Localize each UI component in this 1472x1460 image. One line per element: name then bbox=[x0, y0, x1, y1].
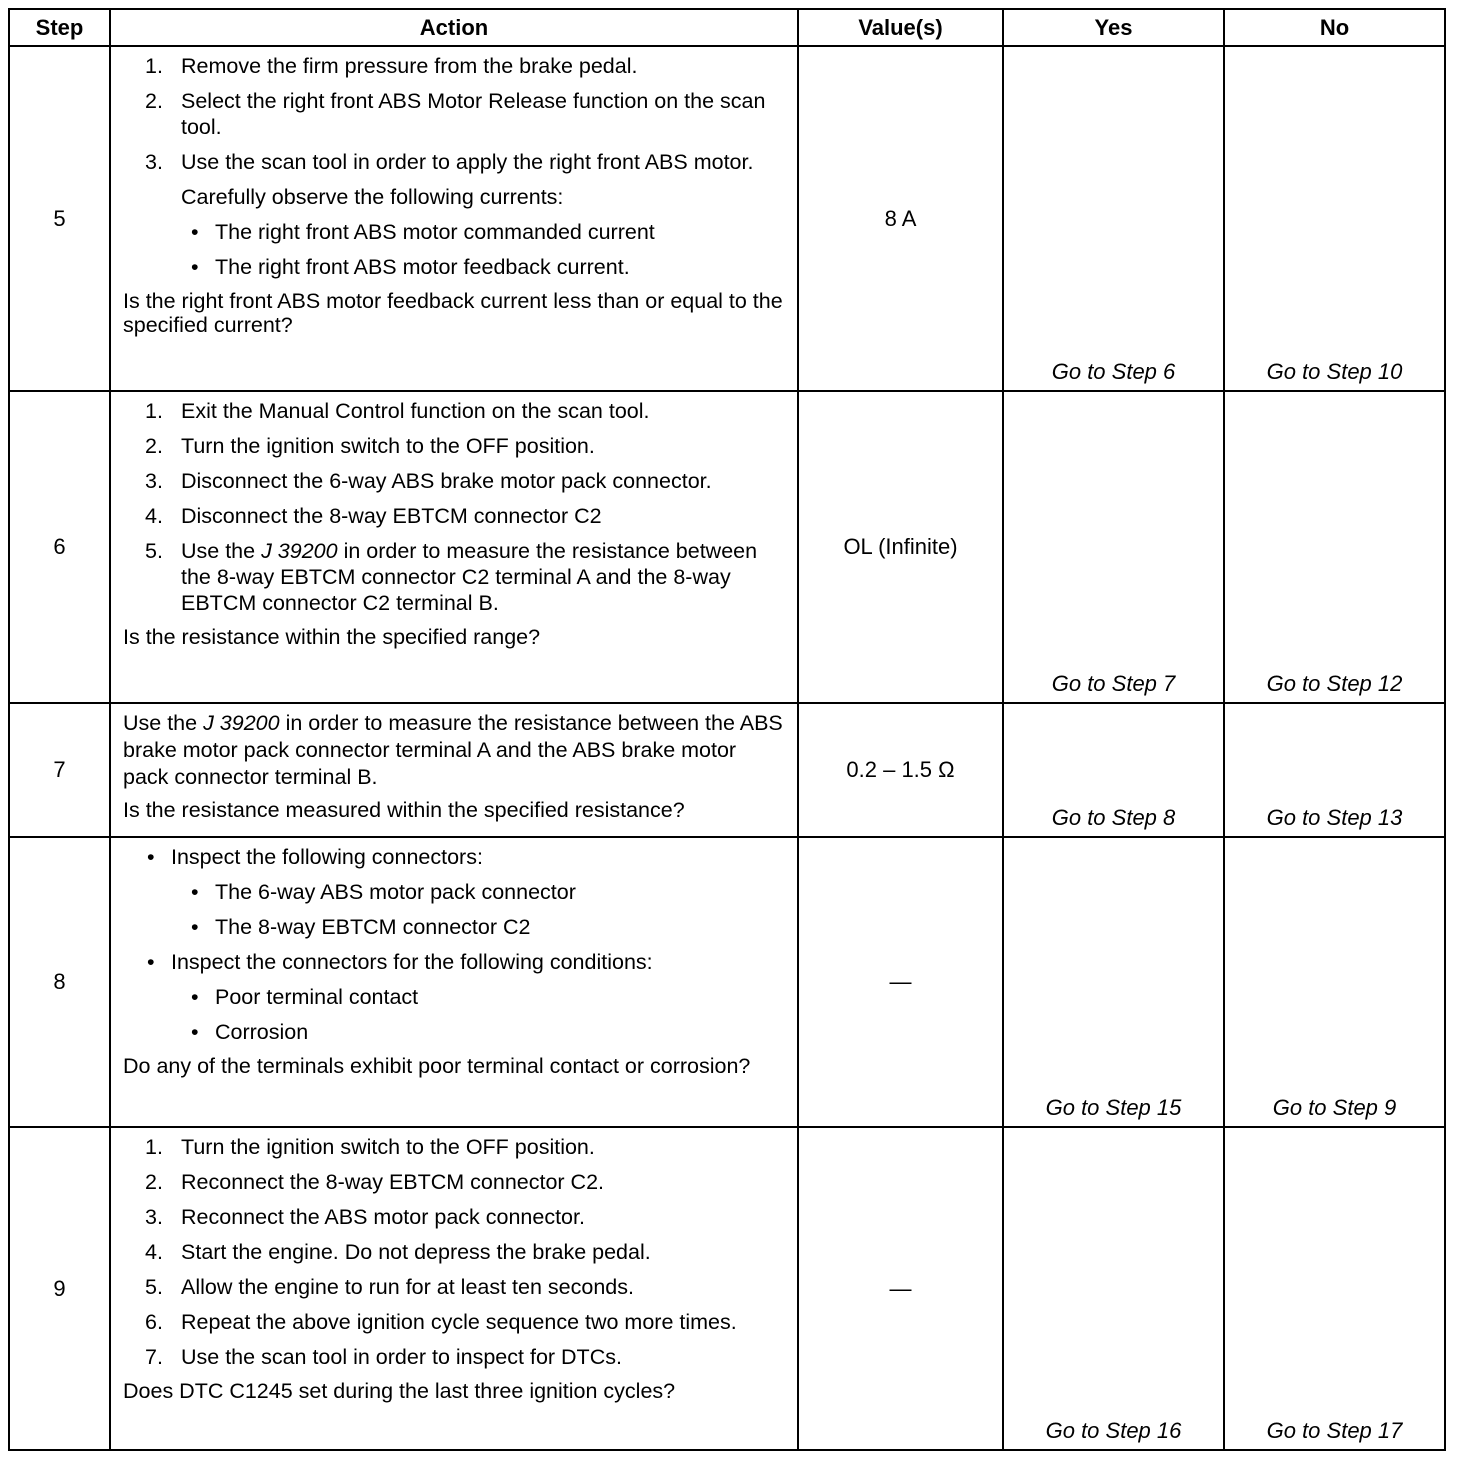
list-item: 4. Start the engine. Do not depress the brake pedal. bbox=[145, 1240, 651, 1264]
sub-bullet-item: • The right front ABS motor feedback current. bbox=[191, 255, 630, 279]
list-item: 3. Disconnect the 6-way ABS brake motor pack connector. bbox=[145, 469, 712, 493]
yes-goto: Go to Step 15 bbox=[1003, 837, 1224, 1127]
question-text: Does DTC C1245 set during the last three ignition cycles? bbox=[123, 1379, 676, 1403]
no-goto: Go to Step 12 bbox=[1224, 391, 1445, 703]
value-cell: OL (Infinite) bbox=[798, 391, 1003, 703]
bullet-item: • Inspect the connectors for the following conditions: bbox=[147, 950, 653, 974]
question-text: Is the resistance within the specified range? bbox=[123, 625, 541, 649]
list-item-text-post: in order to measure the resistance between the 8-way EBTCM connector C2 terminal A and the 8-way EBTCM connector C2 terminal B. bbox=[181, 539, 758, 615]
tool-reference: J 39200 bbox=[203, 711, 280, 735]
list-item: 2. Turn the ignition switch to the OFF position. bbox=[145, 434, 595, 458]
value-cell: 0.2 – 1.5 Ω bbox=[798, 703, 1003, 837]
header-action: Action bbox=[110, 9, 798, 46]
action-cell bbox=[110, 837, 798, 1127]
action-cell bbox=[110, 391, 798, 703]
list-item-text: Exit the Manual Control function on the scan tool. bbox=[181, 399, 650, 423]
bullet-item: • Inspect the following connectors: bbox=[147, 845, 483, 869]
header-step: Step bbox=[9, 9, 110, 46]
step-number: 6 bbox=[9, 391, 110, 703]
header-values: Value(s) bbox=[798, 9, 1003, 46]
list-item: 5. Use the J 39200 in order to measure the resistance between the 8-way EBTCM connector C2 terminal A and the 8-way EBTCM connector C2 terminal B. bbox=[145, 539, 758, 615]
no-goto: Go to Step 17 bbox=[1224, 1127, 1445, 1450]
list-item-text: Disconnect the 8-way EBTCM connector C2 bbox=[181, 504, 602, 528]
action-text-post: in order to measure the resistance between the ABS brake motor pack connector terminal A and the ABS brake motor pack connector terminal B. bbox=[123, 711, 783, 789]
list-item: 1. Remove the firm pressure from the brake pedal. bbox=[145, 54, 638, 78]
list-item: 1. Turn the ignition switch to the OFF position. bbox=[145, 1135, 595, 1159]
list-item-text: Use the scan tool in order to apply the right front ABS motor. bbox=[181, 150, 754, 174]
yes-goto: Go to Step 7 bbox=[1003, 391, 1224, 703]
action-cell bbox=[110, 1127, 798, 1450]
list-item: 1. Exit the Manual Control function on the scan tool. bbox=[145, 399, 650, 423]
header-row bbox=[9, 9, 1445, 46]
yes-goto: Go to Step 16 bbox=[1003, 1127, 1224, 1450]
no-goto: Go to Step 9 bbox=[1224, 837, 1445, 1127]
list-item: 6. Repeat the above ignition cycle sequence two more times. bbox=[145, 1310, 737, 1334]
list-item: 4. Disconnect the 8-way EBTCM connector C2 bbox=[145, 504, 602, 528]
tool-reference: J 39200 bbox=[261, 539, 338, 563]
list-item: 2. Select the right front ABS Motor Release function on the scan tool. bbox=[145, 89, 766, 139]
list-item-text: Turn the ignition switch to the OFF position. bbox=[181, 434, 595, 458]
value-cell: — bbox=[798, 837, 1003, 1127]
question-text: Is the resistance measured within the specified resistance? bbox=[123, 798, 685, 822]
list-item-text: Repeat the above ignition cycle sequence two more times. bbox=[181, 1310, 737, 1334]
diagnostic-table bbox=[8, 8, 1446, 1451]
yes-goto: Go to Step 8 bbox=[1003, 703, 1224, 837]
list-item-text: Select the right front ABS Motor Release function on the scan tool. bbox=[181, 89, 766, 139]
yes-goto: Go to Step 6 bbox=[1003, 46, 1224, 391]
action-text bbox=[123, 710, 787, 791]
action-text-pre: Use the bbox=[123, 711, 204, 735]
list-item: 5. Allow the engine to run for at least ten seconds. bbox=[145, 1275, 634, 1299]
list-item-text: Use the scan tool in order to inspect for DTCs. bbox=[181, 1345, 622, 1369]
list-item: 3. Use the scan tool in order to apply the right front ABS motor. bbox=[145, 150, 754, 174]
step-number: 5 bbox=[9, 46, 110, 391]
list-item: 3. Reconnect the ABS motor pack connector. bbox=[145, 1205, 585, 1229]
value-cell: — bbox=[798, 1127, 1003, 1450]
list-item-text: Reconnect the ABS motor pack connector. bbox=[181, 1205, 585, 1229]
sub-bullet-text: The 8-way EBTCM connector C2 bbox=[215, 915, 531, 939]
question-text: Is the right front ABS motor feedback current less than or equal to the specified current? bbox=[123, 289, 783, 337]
sub-bullet-item: • The 8-way EBTCM connector C2 bbox=[191, 915, 531, 939]
list-item-text: Remove the firm pressure from the brake pedal. bbox=[181, 54, 638, 78]
no-goto: Go to Step 13 bbox=[1224, 703, 1445, 837]
sub-bullet-item: • Poor terminal contact bbox=[191, 985, 419, 1009]
step-number: 9 bbox=[9, 1127, 110, 1450]
table-row bbox=[9, 1127, 1445, 1450]
list-item-text-pre: Use the bbox=[181, 539, 262, 563]
sub-bullet-text: The right front ABS motor feedback current. bbox=[215, 255, 630, 279]
no-goto: Go to Step 10 bbox=[1224, 46, 1445, 391]
header-no: No bbox=[1224, 9, 1445, 46]
list-item-text: Start the engine. Do not depress the brake pedal. bbox=[181, 1240, 651, 1264]
table-row bbox=[9, 46, 1445, 391]
list-item: 2. Reconnect the 8-way EBTCM connector C2. bbox=[145, 1170, 605, 1194]
sub-bullet-item: • The 6-way ABS motor pack connector bbox=[191, 880, 576, 904]
list-item-text: Allow the engine to run for at least ten seconds. bbox=[181, 1275, 634, 1299]
step-number: 7 bbox=[9, 703, 110, 837]
note-text: Carefully observe the following currents: bbox=[181, 185, 564, 209]
sub-bullet-text: The right front ABS motor commanded current bbox=[215, 220, 655, 244]
value-cell: 8 A bbox=[798, 46, 1003, 391]
list-item-text: Disconnect the 6-way ABS brake motor pack connector. bbox=[181, 469, 712, 493]
list-item-text: Reconnect the 8-way EBTCM connector C2. bbox=[181, 1170, 605, 1194]
action-cell bbox=[110, 46, 798, 391]
sub-bullet-text: Corrosion bbox=[215, 1020, 309, 1044]
list-item-text: Turn the ignition switch to the OFF position. bbox=[181, 1135, 595, 1159]
bullet-text: Inspect the following connectors: bbox=[171, 845, 483, 869]
bullet-text: Inspect the connectors for the following conditions: bbox=[171, 950, 653, 974]
step-number: 8 bbox=[9, 837, 110, 1127]
action-cell bbox=[110, 703, 798, 837]
sub-bullet-text: The 6-way ABS motor pack connector bbox=[215, 880, 576, 904]
header-yes: Yes bbox=[1003, 9, 1224, 46]
table-row bbox=[9, 391, 1445, 703]
sub-bullet-text: Poor terminal contact bbox=[215, 985, 419, 1009]
sub-bullet-item: • The right front ABS motor commanded current bbox=[191, 220, 655, 244]
question-text: Do any of the terminals exhibit poor terminal contact or corrosion? bbox=[123, 1054, 751, 1078]
sub-bullet-item: • Corrosion bbox=[191, 1020, 309, 1044]
table-row bbox=[9, 837, 1445, 1127]
list-item: 7. Use the scan tool in order to inspect for DTCs. bbox=[145, 1345, 622, 1369]
table-row bbox=[9, 703, 1445, 837]
